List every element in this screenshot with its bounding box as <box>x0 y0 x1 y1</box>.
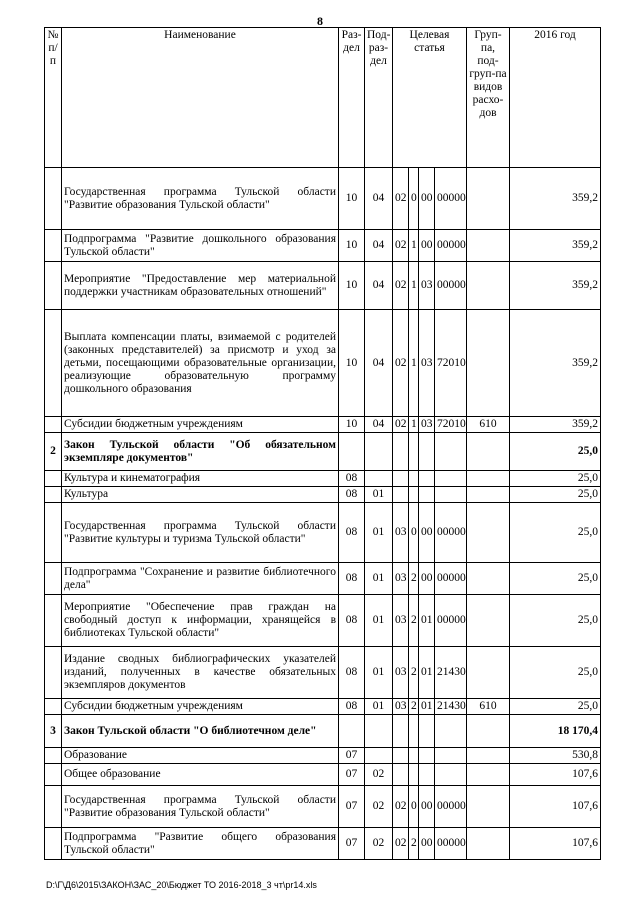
row-expense-type <box>467 433 510 471</box>
row-podrazdel <box>365 715 393 748</box>
row-cs-subprogram <box>409 748 419 764</box>
table-row <box>45 595 601 647</box>
row-expense-type <box>467 487 510 503</box>
row-cs-subprogram <box>409 487 419 503</box>
row-razdel: 07 <box>339 786 365 828</box>
row-cs-program: 03 <box>393 595 409 647</box>
table-row <box>45 433 601 471</box>
row-cs-program <box>393 487 409 503</box>
row-cs-measure: 03 <box>419 310 435 417</box>
row-amount: 25,0 <box>510 595 601 647</box>
row-cs-subprogram: 0 <box>409 786 419 828</box>
row-amount: 25,0 <box>510 487 601 503</box>
row-podrazdel: 04 <box>365 262 393 310</box>
row-name: Мероприятие "Предоставление мер материальной поддержки участникам образовательных отношений" <box>62 262 339 310</box>
table-row <box>45 230 601 262</box>
row-amount: 25,0 <box>510 433 601 471</box>
row-number <box>45 786 62 828</box>
row-cs-direction: 00000 <box>435 563 467 595</box>
row-cs-program: 03 <box>393 503 409 563</box>
page-number: 8 <box>317 14 323 28</box>
header-num: № п/п <box>45 28 62 168</box>
row-podrazdel: 04 <box>365 417 393 433</box>
row-cs-program: 02 <box>393 417 409 433</box>
row-cs-subprogram: 2 <box>409 595 419 647</box>
row-expense-type: 610 <box>467 417 510 433</box>
header-year: 2016 год <box>510 28 601 168</box>
row-number <box>45 310 62 417</box>
table-row <box>45 503 601 563</box>
row-expense-type <box>467 310 510 417</box>
row-cs-measure: 01 <box>419 595 435 647</box>
row-razdel <box>339 433 365 471</box>
row-cs-subprogram <box>409 764 419 786</box>
table-row <box>45 168 601 230</box>
row-cs-program: 03 <box>393 699 409 715</box>
row-podrazdel <box>365 471 393 487</box>
row-podrazdel <box>365 433 393 471</box>
row-name: Издание сводных библиографических указателей изданий, полученных в качестве обязательных экземпляров документов <box>62 647 339 699</box>
row-cs-measure <box>419 487 435 503</box>
row-podrazdel: 04 <box>365 310 393 417</box>
row-podrazdel: 02 <box>365 786 393 828</box>
row-number <box>45 595 62 647</box>
row-razdel: 07 <box>339 828 365 860</box>
row-number <box>45 647 62 699</box>
row-cs-direction <box>435 748 467 764</box>
row-amount: 359,2 <box>510 417 601 433</box>
row-expense-type <box>467 262 510 310</box>
row-amount: 25,0 <box>510 503 601 563</box>
row-cs-direction: 21430 <box>435 699 467 715</box>
row-razdel: 10 <box>339 417 365 433</box>
row-cs-measure <box>419 764 435 786</box>
row-cs-program: 02 <box>393 786 409 828</box>
row-cs-direction: 00000 <box>435 230 467 262</box>
row-cs-measure <box>419 433 435 471</box>
row-amount: 107,6 <box>510 786 601 828</box>
row-cs-subprogram: 2 <box>409 699 419 715</box>
row-expense-type: 610 <box>467 699 510 715</box>
row-cs-direction: 00000 <box>435 595 467 647</box>
row-number <box>45 699 62 715</box>
row-amount: 359,2 <box>510 262 601 310</box>
row-podrazdel: 04 <box>365 230 393 262</box>
row-cs-program: 02 <box>393 262 409 310</box>
row-cs-program: 03 <box>393 563 409 595</box>
row-cs-measure <box>419 748 435 764</box>
row-cs-direction <box>435 487 467 503</box>
row-number <box>45 748 62 764</box>
row-cs-subprogram: 1 <box>409 310 419 417</box>
row-expense-type <box>467 168 510 230</box>
row-amount: 107,6 <box>510 828 601 860</box>
row-podrazdel: 04 <box>365 168 393 230</box>
row-name: Закон Тульской области "О библиотечном деле" <box>62 715 339 748</box>
row-cs-subprogram: 1 <box>409 262 419 310</box>
row-cs-subprogram: 0 <box>409 503 419 563</box>
row-podrazdel: 01 <box>365 487 393 503</box>
row-amount: 359,2 <box>510 168 601 230</box>
row-razdel: 08 <box>339 595 365 647</box>
row-number <box>45 168 62 230</box>
table-row <box>45 487 601 503</box>
table-row <box>45 748 601 764</box>
row-razdel: 08 <box>339 699 365 715</box>
row-razdel: 08 <box>339 487 365 503</box>
row-amount: 107,6 <box>510 764 601 786</box>
row-cs-subprogram <box>409 433 419 471</box>
row-razdel: 10 <box>339 262 365 310</box>
row-cs-measure: 01 <box>419 699 435 715</box>
row-number <box>45 563 62 595</box>
row-amount: 530,8 <box>510 748 601 764</box>
row-razdel: 10 <box>339 310 365 417</box>
row-cs-direction <box>435 715 467 748</box>
row-cs-direction: 00000 <box>435 786 467 828</box>
row-cs-measure: 00 <box>419 503 435 563</box>
row-expense-type <box>467 715 510 748</box>
row-cs-subprogram: 2 <box>409 828 419 860</box>
row-podrazdel: 01 <box>365 595 393 647</box>
row-expense-type <box>467 471 510 487</box>
row-name: Субсидии бюджетным учреждениям <box>62 699 339 715</box>
table-row <box>45 647 601 699</box>
row-expense-type <box>467 786 510 828</box>
row-razdel: 10 <box>339 230 365 262</box>
row-podrazdel: 01 <box>365 699 393 715</box>
row-cs-measure: 01 <box>419 647 435 699</box>
row-cs-direction: 72010 <box>435 310 467 417</box>
row-number <box>45 262 62 310</box>
row-razdel: 08 <box>339 471 365 487</box>
row-expense-type <box>467 563 510 595</box>
row-number <box>45 503 62 563</box>
row-cs-program <box>393 748 409 764</box>
row-razdel: 08 <box>339 503 365 563</box>
row-name: Государственная программа Тульской области "Развитие культуры и туризма Тульской области" <box>62 503 339 563</box>
budget-table <box>44 27 601 860</box>
table-row <box>45 417 601 433</box>
row-podrazdel: 02 <box>365 764 393 786</box>
row-cs-subprogram: 2 <box>409 647 419 699</box>
row-cs-direction: 00000 <box>435 262 467 310</box>
row-razdel: 08 <box>339 647 365 699</box>
row-cs-program <box>393 471 409 487</box>
row-cs-measure: 00 <box>419 230 435 262</box>
row-cs-direction: 21430 <box>435 647 467 699</box>
row-cs-measure: 03 <box>419 417 435 433</box>
row-expense-type <box>467 595 510 647</box>
row-number: 2 <box>45 433 62 471</box>
row-cs-measure: 00 <box>419 786 435 828</box>
row-number <box>45 764 62 786</box>
row-number <box>45 471 62 487</box>
row-cs-subprogram <box>409 715 419 748</box>
row-cs-program: 02 <box>393 168 409 230</box>
file-path-footer: D:\Г\Д6\2015\ЗАКОН\ЗАС_20\Бюджет ТО 2016-2018_3 чт\pr14.xls <box>46 880 317 890</box>
row-cs-measure: 00 <box>419 168 435 230</box>
row-razdel: 07 <box>339 764 365 786</box>
row-name: Культура и кинематография <box>62 471 339 487</box>
row-razdel: 07 <box>339 748 365 764</box>
row-cs-measure <box>419 471 435 487</box>
row-cs-program: 03 <box>393 647 409 699</box>
row-cs-direction: 00000 <box>435 503 467 563</box>
row-amount: 25,0 <box>510 471 601 487</box>
row-cs-direction: 00000 <box>435 828 467 860</box>
row-cs-measure: 03 <box>419 262 435 310</box>
row-name: Образование <box>62 748 339 764</box>
row-name: Подпрограмма "Сохранение и развитие библиотечного дела" <box>62 563 339 595</box>
row-name: Закон Тульской области "Об обязательном экземпляре документов" <box>62 433 339 471</box>
table-row <box>45 471 601 487</box>
row-cs-subprogram: 2 <box>409 563 419 595</box>
header-name: Наименование <box>62 28 339 168</box>
table-row <box>45 786 601 828</box>
row-podrazdel: 01 <box>365 503 393 563</box>
row-podrazdel: 02 <box>365 828 393 860</box>
row-amount: 359,2 <box>510 310 601 417</box>
row-expense-type <box>467 647 510 699</box>
row-expense-type <box>467 503 510 563</box>
row-cs-program: 02 <box>393 230 409 262</box>
row-expense-type <box>467 230 510 262</box>
header-podrazdel: Под-раз-дел <box>365 28 393 168</box>
row-amount: 25,0 <box>510 563 601 595</box>
table-row <box>45 764 601 786</box>
row-expense-type <box>467 828 510 860</box>
row-amount: 25,0 <box>510 647 601 699</box>
row-name: Подпрограмма "Развитие дошкольного образования Тульской области" <box>62 230 339 262</box>
table-row <box>45 262 601 310</box>
row-name: Общее образование <box>62 764 339 786</box>
row-number <box>45 828 62 860</box>
table-row <box>45 715 601 748</box>
row-cs-measure: 00 <box>419 828 435 860</box>
row-number <box>45 487 62 503</box>
row-name: Государственная программа Тульской области "Развитие образования Тульской области" <box>62 786 339 828</box>
table-row <box>45 310 601 417</box>
row-number: 3 <box>45 715 62 748</box>
row-name: Субсидии бюджетным учреждениям <box>62 417 339 433</box>
row-name: Мероприятие "Обеспечение прав граждан на свободный доступ к информации, хранящейся в библиотеках Тульской области" <box>62 595 339 647</box>
row-podrazdel: 01 <box>365 647 393 699</box>
row-cs-subprogram: 1 <box>409 230 419 262</box>
row-expense-type <box>467 748 510 764</box>
table-row <box>45 699 601 715</box>
row-cs-subprogram <box>409 471 419 487</box>
row-number <box>45 230 62 262</box>
row-cs-program <box>393 764 409 786</box>
row-cs-direction <box>435 471 467 487</box>
header-gruppa: Груп-па, под-груп-па видов расхо-дов <box>467 28 510 168</box>
row-cs-direction <box>435 764 467 786</box>
row-cs-measure <box>419 715 435 748</box>
row-razdel: 08 <box>339 563 365 595</box>
row-cs-program <box>393 433 409 471</box>
row-name: Государственная программа Тульской области "Развитие образования Тульской области" <box>62 168 339 230</box>
table-header-row <box>45 28 601 168</box>
row-name: Культура <box>62 487 339 503</box>
row-name: Подпрограмма "Развитие общего образования Тульской области" <box>62 828 339 860</box>
row-podrazdel <box>365 748 393 764</box>
row-podrazdel: 01 <box>365 563 393 595</box>
row-amount: 25,0 <box>510 699 601 715</box>
row-cs-program: 02 <box>393 828 409 860</box>
row-expense-type <box>467 764 510 786</box>
row-razdel <box>339 715 365 748</box>
row-cs-program <box>393 715 409 748</box>
header-celevaya: Целевая статья <box>393 28 467 168</box>
row-amount: 359,2 <box>510 230 601 262</box>
row-cs-direction <box>435 433 467 471</box>
row-name: Выплата компенсации платы, взимаемой с родителей (законных представителей) за присмотр и уход за детьми, посещающими образовательные организации, реализующие образовательную программу дошкольного образования <box>62 310 339 417</box>
row-cs-direction: 72010 <box>435 417 467 433</box>
table-row <box>45 828 601 860</box>
row-cs-subprogram: 1 <box>409 417 419 433</box>
row-amount: 18 170,4 <box>510 715 601 748</box>
row-number <box>45 417 62 433</box>
row-cs-direction: 00000 <box>435 168 467 230</box>
row-razdel: 10 <box>339 168 365 230</box>
header-razdel: Раз-дел <box>339 28 365 168</box>
row-cs-program: 02 <box>393 310 409 417</box>
row-cs-measure: 00 <box>419 563 435 595</box>
table-row <box>45 563 601 595</box>
row-cs-subprogram: 0 <box>409 168 419 230</box>
